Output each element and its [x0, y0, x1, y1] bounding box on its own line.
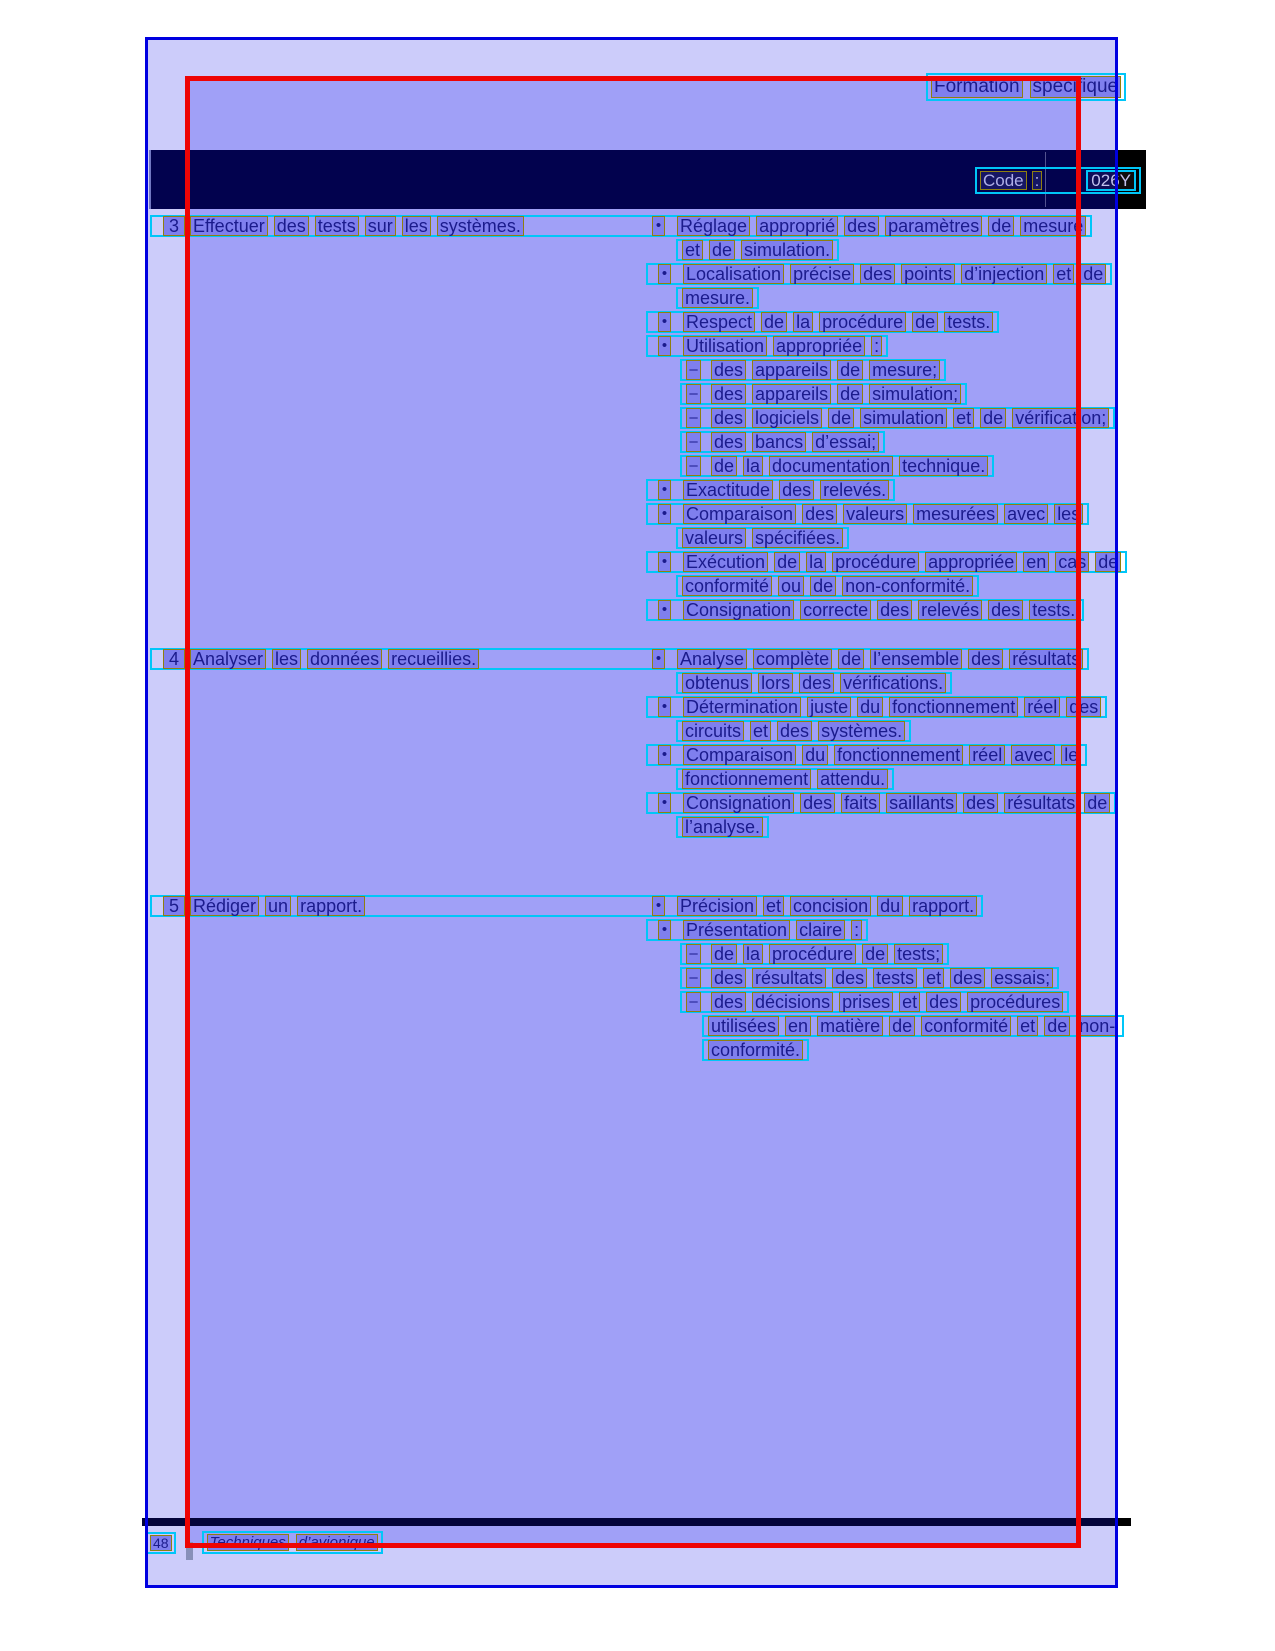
word-box: bancs: [752, 432, 806, 452]
word-box: d’injection: [961, 264, 1047, 284]
criterion-text: [683, 552, 1121, 572]
dash-icon: –: [686, 968, 701, 988]
dash-icon: –: [686, 944, 701, 964]
word-box: et: [1053, 264, 1074, 284]
word-box: valeurs: [682, 528, 746, 548]
word-box: Rédiger: [190, 896, 259, 916]
dash-icon: –: [686, 360, 701, 380]
word-box: de: [912, 312, 938, 332]
word-box: Code: [980, 171, 1027, 190]
criterion-text: [711, 432, 879, 452]
criterion-line: [680, 967, 1059, 989]
word-box: lors: [758, 673, 793, 693]
word-box: les: [402, 216, 431, 236]
criterion-text: [677, 896, 977, 916]
bullet-icon: •: [652, 896, 665, 916]
criterion-text: [682, 721, 905, 741]
word-box: procédure: [769, 944, 856, 964]
bullet-icon: •: [658, 920, 671, 940]
criterion-text: [683, 920, 862, 940]
word-box: simulation: [860, 408, 947, 428]
word-box: Comparaison: [683, 504, 796, 524]
word-box: simulation.: [741, 240, 833, 260]
word-box: de: [709, 240, 735, 260]
bullet-icon: •: [658, 600, 671, 620]
word-box: tests: [873, 968, 917, 988]
word-box: des: [877, 600, 912, 620]
word-box: de: [838, 649, 864, 669]
word-box: des: [711, 360, 746, 380]
word-box: la: [743, 456, 763, 476]
word-box: vérifications.: [840, 673, 946, 693]
bullet-icon: •: [658, 336, 671, 356]
word-box: résultats: [1009, 649, 1083, 669]
word-box: Techniques: [207, 1534, 289, 1551]
word-box: mesure: [1020, 216, 1086, 236]
word-box: des: [968, 649, 1003, 669]
dash-icon: –: [686, 384, 701, 404]
criterion-line: [646, 792, 1116, 814]
criterion-line: [680, 943, 949, 965]
word-box: des: [844, 216, 879, 236]
criterion-text: [711, 360, 940, 380]
word-box: spécifique: [1030, 76, 1122, 98]
word-box: correcte: [800, 600, 871, 620]
word-box: de: [1084, 793, 1110, 813]
criterion-line: [646, 479, 895, 501]
word-box: et: [1017, 1016, 1038, 1036]
word-box: Formation: [931, 76, 1023, 98]
word-box: Localisation: [683, 264, 784, 284]
word-box: mesurées: [913, 504, 998, 524]
word-box: :: [871, 336, 882, 356]
word-box: de: [711, 456, 737, 476]
criterion-text: [683, 480, 889, 500]
table-row: [150, 215, 1119, 621]
word-box: de: [837, 384, 863, 404]
footer-rule: [142, 1518, 1118, 1526]
word-box: saillants: [886, 793, 957, 813]
criterion-text: [682, 817, 763, 837]
word-box: tests: [315, 216, 359, 236]
word-box: du: [802, 745, 828, 765]
word-box: précise: [790, 264, 854, 284]
word-box: la: [743, 944, 763, 964]
criterion-text: [711, 992, 1063, 1012]
word-box: et: [763, 896, 784, 916]
criterion-line: [646, 263, 1112, 285]
word-box: concision: [790, 896, 871, 916]
code-label: [980, 171, 1042, 190]
word-box: conformité: [921, 1016, 1011, 1036]
word-box: de: [1044, 1016, 1070, 1036]
word-box: points: [901, 264, 955, 284]
word-box: en: [1023, 552, 1049, 572]
criterion-text: [683, 697, 1101, 717]
bullet-icon: •: [658, 504, 671, 524]
bullet-icon: •: [658, 264, 671, 284]
bullet-icon: •: [658, 793, 671, 813]
word-box: Exécution: [683, 552, 768, 572]
word-box: mesure.: [682, 288, 753, 308]
word-box: résultats: [752, 968, 826, 988]
word-box: Réglage: [677, 216, 750, 236]
criterion-line: [646, 311, 999, 333]
word-box: paramètres: [885, 216, 982, 236]
word-box: relevés: [918, 600, 982, 620]
word-box: de: [810, 576, 836, 596]
word-box: des: [1066, 697, 1101, 717]
word-box: les: [1054, 504, 1083, 524]
criterion-line: [676, 816, 769, 838]
word-box: des: [799, 673, 834, 693]
word-box: :: [851, 920, 862, 940]
criterion-line: [646, 919, 868, 941]
word-box: de: [711, 944, 737, 964]
word-box: non-conformité.: [842, 576, 973, 596]
row-first-line: [150, 895, 983, 917]
criterion-line: [680, 455, 994, 477]
word-box: la: [806, 552, 826, 572]
word-box: la: [793, 312, 813, 332]
word-box: utilisées: [708, 1016, 779, 1036]
word-box: :: [1032, 171, 1043, 190]
word-box: des: [800, 793, 835, 813]
word-box: de: [828, 408, 854, 428]
word-box: appropriée: [925, 552, 1017, 572]
word-box: procédure: [819, 312, 906, 332]
word-box: Présentation: [683, 920, 790, 940]
criterion-text: [683, 504, 1083, 524]
criterion-text: [682, 576, 973, 596]
criterion-line: [676, 672, 952, 694]
word-box: Comparaison: [683, 745, 796, 765]
criterion-line: [646, 503, 1089, 525]
word-box: de: [761, 312, 787, 332]
word-box: l’analyse.: [682, 817, 763, 837]
word-box: et: [750, 721, 771, 741]
word-box: essais;: [991, 968, 1053, 988]
word-box: appareils: [752, 360, 831, 380]
criterion-line: [680, 407, 1115, 429]
word-box: Effectuer: [190, 216, 268, 236]
criterion-text: [683, 745, 1081, 765]
word-box: Analyser: [190, 649, 266, 669]
word-box: systèmes.: [818, 721, 905, 741]
word-box: et: [953, 408, 974, 428]
word-box: des: [777, 721, 812, 741]
word-box: d’avionique: [296, 1534, 378, 1551]
word-box: de: [774, 552, 800, 572]
row-number: 3: [163, 216, 185, 236]
word-box: un: [265, 896, 291, 916]
criterion-text: [683, 264, 1106, 284]
criterion-line: [680, 431, 885, 453]
word-box: spécifiées.: [752, 528, 843, 548]
criterion-text: [683, 336, 882, 356]
bullet-icon: •: [658, 697, 671, 717]
word-box: Utilisation: [683, 336, 767, 356]
word-box: de: [980, 408, 1006, 428]
word-box: le: [1061, 745, 1081, 765]
word-box: procédures: [967, 992, 1063, 1012]
criterion-line: [676, 287, 759, 309]
criterion-text: [708, 1040, 803, 1060]
word-box: l’ensemble: [870, 649, 962, 669]
word-box: ou: [778, 576, 804, 596]
criterion-line: [646, 551, 1127, 573]
bullet-icon: •: [658, 552, 671, 572]
criterion-line: [676, 575, 979, 597]
row-title: [190, 896, 652, 916]
word-box: tests.: [944, 312, 993, 332]
bullet-icon: •: [652, 649, 665, 669]
word-box: rapport.: [909, 896, 977, 916]
word-box: du: [857, 697, 883, 717]
word-box: rapport.: [297, 896, 365, 916]
word-box: réel: [1024, 697, 1060, 717]
table-row: [150, 648, 1108, 838]
word-box: et: [682, 240, 703, 260]
word-box: documentation: [769, 456, 893, 476]
dash-icon: –: [686, 992, 701, 1012]
criterion-text: [708, 1016, 1118, 1036]
word-box: des: [926, 992, 961, 1012]
criterion-text: [682, 769, 888, 789]
word-box: tests;: [894, 944, 943, 964]
word-box: des: [802, 504, 837, 524]
row-title: [190, 649, 652, 669]
row-number: 4: [163, 649, 185, 669]
form-type-label: [926, 73, 1126, 101]
criterion-line: [646, 599, 1084, 621]
word-box: avec: [1004, 504, 1048, 524]
criterion-text: [711, 408, 1109, 428]
criterion-line: [702, 1015, 1124, 1037]
word-box: résultats: [1004, 793, 1078, 813]
word-box: du: [877, 896, 903, 916]
bullet-icon: •: [658, 480, 671, 500]
criterion-line: [646, 696, 1107, 718]
word-box: décisions: [752, 992, 833, 1012]
row-first-line: [150, 215, 1092, 237]
word-box: fonctionnement: [834, 745, 963, 765]
word-box: Précision: [677, 896, 757, 916]
word-box: claire: [796, 920, 845, 940]
word-box: systèmes.: [437, 216, 524, 236]
word-box: d’essai;: [812, 432, 879, 452]
word-box: des: [711, 408, 746, 428]
row-number: 5: [163, 896, 185, 916]
word-box: matière: [817, 1016, 883, 1036]
word-box: Respect: [683, 312, 755, 332]
word-box: relevés.: [820, 480, 889, 500]
criterion-line: [680, 359, 946, 381]
word-box: fonctionnement: [682, 769, 811, 789]
footer-rule-tail: [1118, 1518, 1131, 1526]
word-box: Consignation: [683, 600, 794, 620]
word-box: de: [1080, 264, 1106, 284]
bullet-icon: •: [652, 216, 665, 236]
criterion-text: [711, 456, 988, 476]
word-box: fonctionnement: [889, 697, 1018, 717]
word-box: conformité: [682, 576, 772, 596]
word-box: technique.: [899, 456, 988, 476]
criterion-text: [682, 240, 833, 260]
code-field: [975, 167, 1141, 194]
word-box: les: [272, 649, 301, 669]
criterion-line: [676, 527, 849, 549]
word-box: des: [950, 968, 985, 988]
row-title: [190, 216, 652, 236]
word-box: et: [899, 992, 920, 1012]
criterion-text: [711, 944, 943, 964]
page-number: [146, 1532, 176, 1554]
corner-mark: [186, 1542, 193, 1560]
word-box: conformité.: [708, 1040, 803, 1060]
word-box: obtenus: [682, 673, 752, 693]
word-box: procédure: [832, 552, 919, 572]
word-box: des: [832, 968, 867, 988]
word-box: appareils: [752, 384, 831, 404]
word-box: Consignation: [683, 793, 794, 813]
criterion-text: [677, 216, 1086, 236]
word-box: des: [988, 600, 1023, 620]
word-box: appropriée: [773, 336, 865, 356]
word-box: valeurs: [843, 504, 907, 524]
word-box: des: [274, 216, 309, 236]
code-value: 026Y: [1086, 170, 1136, 191]
page-footer: [146, 1531, 383, 1554]
criterion-line: [646, 335, 888, 357]
footer-label: [202, 1531, 383, 1554]
word-box: de: [988, 216, 1014, 236]
criterion-text: [711, 384, 961, 404]
word-box: sur: [365, 216, 396, 236]
criterion-line: [676, 720, 911, 742]
criterion-text: [683, 793, 1110, 813]
word-box: tests.: [1029, 600, 1078, 620]
bullet-icon: •: [658, 312, 671, 332]
criterion-text: [682, 288, 753, 308]
word-box: faits: [841, 793, 880, 813]
word-box: prises: [839, 992, 893, 1012]
word-box: circuits: [682, 721, 744, 741]
word-box: avec: [1011, 745, 1055, 765]
word-box: 48: [150, 1535, 172, 1551]
word-box: vérification;: [1012, 408, 1109, 428]
bullet-icon: •: [658, 745, 671, 765]
word-box: des: [779, 480, 814, 500]
word-box: de: [889, 1016, 915, 1036]
word-box: réel: [969, 745, 1005, 765]
criterion-text: [683, 312, 993, 332]
word-box: des: [711, 432, 746, 452]
word-box: Détermination: [683, 697, 801, 717]
word-box: cas: [1055, 552, 1089, 572]
word-box: des: [860, 264, 895, 284]
word-box: attendu.: [817, 769, 888, 789]
word-box: juste: [807, 697, 851, 717]
word-box: complète: [753, 649, 832, 669]
criterion-line: [702, 1039, 809, 1061]
word-box: des: [711, 384, 746, 404]
row-first-line: [150, 648, 1089, 670]
criterion-line: [680, 383, 967, 405]
word-box: des: [963, 793, 998, 813]
word-box: mesure;: [869, 360, 940, 380]
word-box: Analyse: [677, 649, 747, 669]
word-box: en: [785, 1016, 811, 1036]
word-box: non-: [1076, 1016, 1118, 1036]
criterion-text: [683, 600, 1078, 620]
word-box: et: [923, 968, 944, 988]
word-box: logiciels: [752, 408, 822, 428]
word-box: données: [307, 649, 382, 669]
word-box: Exactitude: [683, 480, 773, 500]
criterion-line: [646, 744, 1087, 766]
competency-table: [150, 215, 1119, 1063]
word-box: des: [711, 992, 746, 1012]
dash-icon: –: [686, 432, 701, 452]
criterion-line: [676, 768, 894, 790]
word-box: recueillies.: [388, 649, 479, 669]
word-box: de: [1095, 552, 1121, 572]
word-box: de: [862, 944, 888, 964]
word-box: de: [837, 360, 863, 380]
criterion-line: [676, 239, 839, 261]
word-box: approprié: [756, 216, 838, 236]
word-box: des: [711, 968, 746, 988]
criterion-text: [682, 528, 843, 548]
word-box: simulation;: [869, 384, 961, 404]
criterion-text: [711, 968, 1053, 988]
criterion-text: [677, 649, 1083, 669]
table-row: [150, 895, 1116, 1061]
criterion-text: [682, 673, 946, 693]
criterion-line: [680, 991, 1069, 1013]
dash-icon: –: [686, 456, 701, 476]
dash-icon: –: [686, 408, 701, 428]
